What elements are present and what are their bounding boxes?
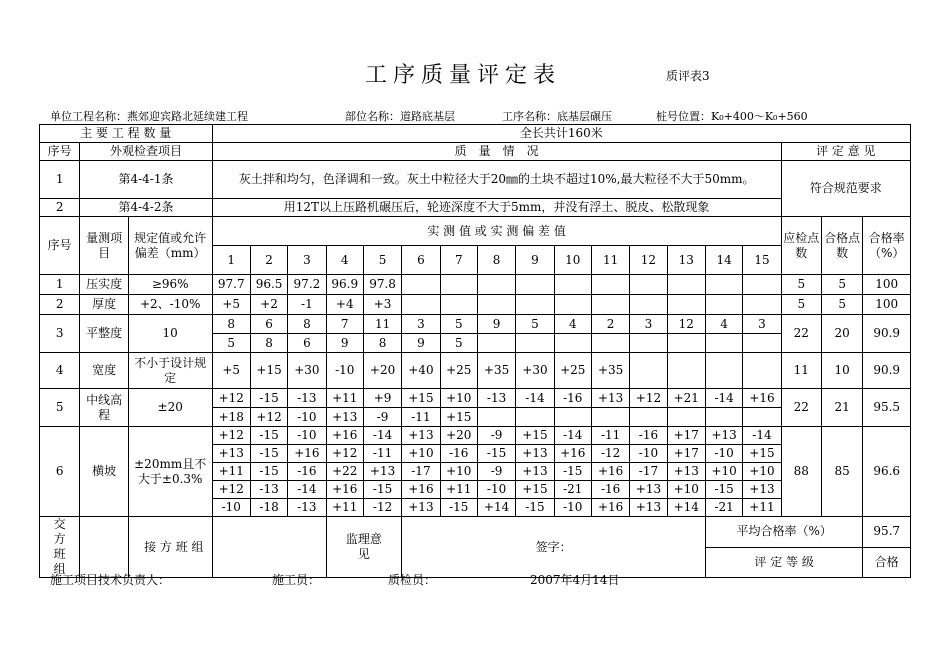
measure-item: 宽度 xyxy=(80,353,128,389)
points-checked: 5 xyxy=(781,295,821,315)
unit-project-name: 单位工程名称：燕郊迎宾路北延续建工程 xyxy=(50,110,248,123)
measured-value: +5 xyxy=(212,295,250,315)
measured-value: -13 xyxy=(288,499,326,517)
measured-value: -1 xyxy=(288,295,326,315)
spec-header: 规定值或允许偏差（mm） xyxy=(128,217,212,275)
measured-value: 96.5 xyxy=(250,275,287,295)
measured-value: -14 xyxy=(743,427,781,445)
measured-value: -9 xyxy=(363,408,401,427)
measured-value: 4 xyxy=(705,315,742,334)
measured-value: +10 xyxy=(402,445,440,463)
points-ok: 5 xyxy=(821,275,862,295)
measured-value: -13 xyxy=(288,389,326,408)
measured-value: +16 xyxy=(743,389,781,408)
checked-header: 应检点数 xyxy=(781,217,821,275)
measured-value: +11 xyxy=(326,499,363,517)
column-number: 12 xyxy=(630,246,667,275)
appearance-row-no: 2 xyxy=(40,199,80,217)
measured-value: +10 xyxy=(743,463,781,481)
measured-value: +30 xyxy=(288,353,326,389)
measured-value: +10 xyxy=(440,463,477,481)
pass-rate: 100 xyxy=(863,275,911,295)
form-number: 质评表3 xyxy=(666,69,710,83)
measured-value: +16 xyxy=(288,445,326,463)
measured-value xyxy=(477,334,515,353)
values-header: 实 测 值 或 实 测 偏 差 值 xyxy=(212,217,781,246)
spec-value: ≥96% xyxy=(128,275,212,295)
measured-value xyxy=(667,275,705,295)
measured-value: +16 xyxy=(554,445,591,463)
measured-value: +13 xyxy=(705,427,742,445)
points-ok: 85 xyxy=(821,427,862,517)
measure-item: 平整度 xyxy=(80,315,128,353)
measured-value: -14 xyxy=(363,427,401,445)
measured-value: +3 xyxy=(363,295,401,315)
measured-value xyxy=(516,408,554,427)
measured-value: -15 xyxy=(554,463,591,481)
measured-value: -15 xyxy=(250,445,287,463)
measured-value: 9 xyxy=(326,334,363,353)
measured-value xyxy=(591,334,629,353)
measured-value xyxy=(630,408,667,427)
measured-value: -13 xyxy=(477,389,515,408)
measured-value: 97.7 xyxy=(212,275,250,295)
measured-value: -15 xyxy=(440,499,477,517)
measured-value: -10 xyxy=(288,427,326,445)
measured-value: 3 xyxy=(630,315,667,334)
measured-value: -9 xyxy=(477,463,515,481)
evaluation-result: 符合规范要求 xyxy=(781,161,910,217)
measured-value: -11 xyxy=(402,408,440,427)
measured-value: +10 xyxy=(667,481,705,499)
process-name: 工序名称：底基层碾压 xyxy=(502,110,612,123)
measure-item: 横坡 xyxy=(80,427,128,517)
column-number: 14 xyxy=(705,246,742,275)
column-number: 1 xyxy=(212,246,250,275)
measured-value: -11 xyxy=(591,427,629,445)
measured-value: -10 xyxy=(705,445,742,463)
measured-value: +30 xyxy=(516,353,554,389)
measured-value: +20 xyxy=(363,353,401,389)
measured-value: -9 xyxy=(477,427,515,445)
column-number: 3 xyxy=(288,246,326,275)
measured-value: -21 xyxy=(554,481,591,499)
measured-value: +15 xyxy=(516,481,554,499)
measure-item: 厚度 xyxy=(80,295,128,315)
signature-label: 签字： xyxy=(402,517,706,578)
measured-value xyxy=(743,295,781,315)
column-number: 10 xyxy=(554,246,591,275)
measured-value: +35 xyxy=(477,353,515,389)
measured-value: -12 xyxy=(591,445,629,463)
measure-row-no: 4 xyxy=(40,353,80,389)
measured-value: -16 xyxy=(554,389,591,408)
measured-value xyxy=(705,334,742,353)
grade-value: 合格 xyxy=(863,547,911,578)
measured-value: +20 xyxy=(440,427,477,445)
measured-value: -10 xyxy=(477,481,515,499)
measured-value xyxy=(477,295,515,315)
measure-row-no: 2 xyxy=(40,295,80,315)
measured-value: 3 xyxy=(743,315,781,334)
measured-value xyxy=(630,275,667,295)
column-number: 6 xyxy=(402,246,440,275)
pass-rate: 100 xyxy=(863,295,911,315)
measured-value: +13 xyxy=(591,389,629,408)
points-ok: 5 xyxy=(821,295,862,315)
measured-value: +15 xyxy=(250,353,287,389)
measured-value: +10 xyxy=(705,463,742,481)
measured-value: 97.8 xyxy=(363,275,401,295)
measured-value: +40 xyxy=(402,353,440,389)
appearance-row-no: 1 xyxy=(40,161,80,199)
measured-value: -21 xyxy=(705,499,742,517)
measured-value xyxy=(667,408,705,427)
measured-value xyxy=(591,275,629,295)
measured-value: +35 xyxy=(591,353,629,389)
measured-value: -15 xyxy=(516,499,554,517)
measured-value: -12 xyxy=(363,499,401,517)
measured-value: 9 xyxy=(402,334,440,353)
measured-value: 2 xyxy=(591,315,629,334)
points-checked: 88 xyxy=(781,427,821,517)
tech-lead-label: 施工项目技术负责人： xyxy=(50,573,171,587)
points-checked: 22 xyxy=(781,389,821,427)
measured-value: +13 xyxy=(212,445,250,463)
measured-value: 5 xyxy=(516,315,554,334)
measured-value: 8 xyxy=(363,334,401,353)
measured-value: +16 xyxy=(402,481,440,499)
measure-seq-header: 序号 xyxy=(40,217,80,275)
measured-value: -17 xyxy=(402,463,440,481)
measured-value: -15 xyxy=(250,427,287,445)
measured-value xyxy=(667,334,705,353)
measured-value: 5 xyxy=(440,315,477,334)
measured-value xyxy=(554,275,591,295)
measured-value: +12 xyxy=(212,389,250,408)
measure-item: 压实度 xyxy=(80,275,128,295)
avg-rate-label: 平均合格率（%） xyxy=(705,517,862,548)
column-number: 5 xyxy=(363,246,401,275)
measured-value: +16 xyxy=(591,463,629,481)
spec-value: ±20 xyxy=(128,389,212,427)
measure-item: 中线高程 xyxy=(80,389,128,427)
points-ok: 20 xyxy=(821,315,862,353)
measure-row-no: 1 xyxy=(40,275,80,295)
measured-value: -14 xyxy=(554,427,591,445)
column-number: 8 xyxy=(477,246,515,275)
station-position: 桩号位置：K₀+400～K₀+560 xyxy=(656,110,808,123)
measured-value: -17 xyxy=(630,463,667,481)
measured-value: +14 xyxy=(667,499,705,517)
measured-value: +16 xyxy=(326,481,363,499)
measured-value: +17 xyxy=(667,427,705,445)
measured-value xyxy=(516,295,554,315)
measured-value: 6 xyxy=(288,334,326,353)
measured-value: -15 xyxy=(363,481,401,499)
measured-value xyxy=(667,295,705,315)
measured-value: +16 xyxy=(326,427,363,445)
part-name: 部位名称：道路底基层 xyxy=(345,110,455,123)
worker-label: 施工员： xyxy=(272,573,321,587)
measured-value: -16 xyxy=(288,463,326,481)
measured-value: -15 xyxy=(705,481,742,499)
measured-value xyxy=(743,408,781,427)
measured-value: +11 xyxy=(440,481,477,499)
measured-value: +12 xyxy=(212,481,250,499)
measured-value xyxy=(516,275,554,295)
measured-value xyxy=(705,353,742,389)
measured-value xyxy=(440,295,477,315)
measured-value: +15 xyxy=(516,427,554,445)
measured-value: -10 xyxy=(212,499,250,517)
measured-value xyxy=(554,334,591,353)
measured-value: -14 xyxy=(516,389,554,408)
appearance-item: 第4-4-1条 xyxy=(80,161,212,199)
measured-value: 97.2 xyxy=(288,275,326,295)
measured-value: +22 xyxy=(326,463,363,481)
measured-value: +25 xyxy=(440,353,477,389)
pass-rate: 96.6 xyxy=(863,427,911,517)
appearance-desc: 灰土拌和均匀，色泽调和一致。灰土中粒径大于20㎜的土块不超过10%,最大粒径不大于50mm。 xyxy=(212,161,781,199)
measured-value: -16 xyxy=(440,445,477,463)
spec-value: 10 xyxy=(128,315,212,353)
spec-value: 不小于设计规定 xyxy=(128,353,212,389)
measured-value xyxy=(705,408,742,427)
measured-value: +16 xyxy=(591,499,629,517)
seq-header: 序号 xyxy=(40,143,80,161)
measured-value: 8 xyxy=(288,315,326,334)
column-number: 7 xyxy=(440,246,477,275)
appearance-header: 外观检查项目 xyxy=(80,143,212,161)
pass-rate: 90.9 xyxy=(863,353,911,389)
measured-value xyxy=(630,353,667,389)
measured-value: +13 xyxy=(516,463,554,481)
measured-value: -15 xyxy=(250,463,287,481)
measured-value xyxy=(630,295,667,315)
measured-value xyxy=(705,295,742,315)
measured-value: +9 xyxy=(363,389,401,408)
measured-value xyxy=(630,334,667,353)
measured-value: +13 xyxy=(363,463,401,481)
measured-value: +15 xyxy=(743,445,781,463)
measured-value xyxy=(440,275,477,295)
measured-value: +15 xyxy=(440,408,477,427)
supervision-label: 监理意见 xyxy=(326,517,402,578)
measured-value xyxy=(743,334,781,353)
measure-row-no: 6 xyxy=(40,427,80,517)
measured-value: 5 xyxy=(440,334,477,353)
handover-team-label: 交 方 班 组 xyxy=(40,517,80,578)
measured-value xyxy=(402,275,440,295)
measured-value xyxy=(554,408,591,427)
appearance-item: 第4-4-2条 xyxy=(80,199,212,217)
measured-value: -10 xyxy=(288,408,326,427)
date: 2007年4月14日 xyxy=(530,573,620,587)
measured-value: 8 xyxy=(250,334,287,353)
measure-row-no: 5 xyxy=(40,389,80,427)
measured-value: +13 xyxy=(402,427,440,445)
main-qty-label: 主 要 工 程 数 量 xyxy=(40,125,213,143)
measured-value: +13 xyxy=(630,481,667,499)
measured-value: 9 xyxy=(477,315,515,334)
appearance-desc: 用12T以上压路机碾压后，轮迹深度不大于5mm，并没有浮土、脱皮、松散现象 xyxy=(212,199,781,217)
measured-value xyxy=(591,295,629,315)
receiving-team-value xyxy=(212,517,326,578)
pass-rate: 90.9 xyxy=(863,315,911,353)
measured-value: +12 xyxy=(212,427,250,445)
spec-value: ±20mm且不大于±0.3% xyxy=(128,427,212,517)
measured-value: -15 xyxy=(250,389,287,408)
measured-value: 11 xyxy=(363,315,401,334)
measured-value: 7 xyxy=(326,315,363,334)
measured-value xyxy=(402,295,440,315)
measured-value: +13 xyxy=(630,499,667,517)
measured-value: +12 xyxy=(250,408,287,427)
measured-value: +13 xyxy=(743,481,781,499)
measured-value: +17 xyxy=(667,445,705,463)
measured-value: +12 xyxy=(326,445,363,463)
measured-value: +10 xyxy=(440,389,477,408)
points-ok: 10 xyxy=(821,353,862,389)
measured-value: -10 xyxy=(554,499,591,517)
grade-label: 评 定 等 级 xyxy=(705,547,862,578)
measured-value: -10 xyxy=(630,445,667,463)
points-checked: 22 xyxy=(781,315,821,353)
measured-value xyxy=(477,275,515,295)
measured-value: +18 xyxy=(212,408,250,427)
measured-value: 96.9 xyxy=(326,275,363,295)
column-number: 4 xyxy=(326,246,363,275)
measured-value xyxy=(743,275,781,295)
measured-value: +14 xyxy=(477,499,515,517)
points-checked: 5 xyxy=(781,275,821,295)
measured-value: +13 xyxy=(402,499,440,517)
measured-value: +5 xyxy=(212,353,250,389)
measured-value: +21 xyxy=(667,389,705,408)
measured-value: -10 xyxy=(326,353,363,389)
measured-value: +11 xyxy=(743,499,781,517)
measured-value xyxy=(477,408,515,427)
measured-value xyxy=(743,353,781,389)
measured-value: 8 xyxy=(212,315,250,334)
column-number: 11 xyxy=(591,246,629,275)
measured-value: +13 xyxy=(326,408,363,427)
measured-value: 5 xyxy=(212,334,250,353)
measured-value xyxy=(667,353,705,389)
evaluation-header: 评 定 意 见 xyxy=(781,143,910,161)
measured-value: -15 xyxy=(477,445,515,463)
measured-value: 12 xyxy=(667,315,705,334)
measured-value: +11 xyxy=(212,463,250,481)
measured-value: -11 xyxy=(363,445,401,463)
handover-team-value xyxy=(80,517,128,578)
measured-value: -14 xyxy=(288,481,326,499)
measured-value: -18 xyxy=(250,499,287,517)
measured-value: -13 xyxy=(250,481,287,499)
measured-value: +25 xyxy=(554,353,591,389)
measured-value: +13 xyxy=(667,463,705,481)
measured-value: 4 xyxy=(554,315,591,334)
measured-value: -14 xyxy=(705,389,742,408)
column-number: 2 xyxy=(250,246,287,275)
measured-value: -16 xyxy=(591,481,629,499)
measured-value: -16 xyxy=(630,427,667,445)
measure-item-header: 量测项目 xyxy=(80,217,128,275)
column-number: 13 xyxy=(667,246,705,275)
measured-value: +12 xyxy=(630,389,667,408)
points-checked: 11 xyxy=(781,353,821,389)
receiving-team-label: 接 方 班 组 xyxy=(128,517,212,578)
measured-value: 3 xyxy=(402,315,440,334)
measured-value: +4 xyxy=(326,295,363,315)
measure-row-no: 3 xyxy=(40,315,80,353)
main-qty-value: 全长共计160米 xyxy=(212,125,910,143)
measured-value: 6 xyxy=(250,315,287,334)
quality-header: 质 量 情 况 xyxy=(212,143,781,161)
ok-header: 合格点数 xyxy=(821,217,862,275)
measured-value: +15 xyxy=(402,389,440,408)
measured-value xyxy=(554,295,591,315)
pass-rate: 95.5 xyxy=(863,389,911,427)
avg-rate-value: 95.7 xyxy=(863,517,911,548)
column-number: 9 xyxy=(516,246,554,275)
measured-value xyxy=(705,275,742,295)
quality-table xyxy=(39,124,911,578)
spec-value: +2、-10% xyxy=(128,295,212,315)
points-ok: 21 xyxy=(821,389,862,427)
page-title: 工序质量评定表 xyxy=(365,63,562,88)
measured-value xyxy=(591,408,629,427)
column-number: 15 xyxy=(743,246,781,275)
measured-value: +13 xyxy=(516,445,554,463)
measured-value xyxy=(516,334,554,353)
inspector-label: 质检员： xyxy=(388,573,437,587)
measured-value: +11 xyxy=(326,389,363,408)
measured-value: +2 xyxy=(250,295,287,315)
rate-header: 合格率（%） xyxy=(863,217,911,275)
